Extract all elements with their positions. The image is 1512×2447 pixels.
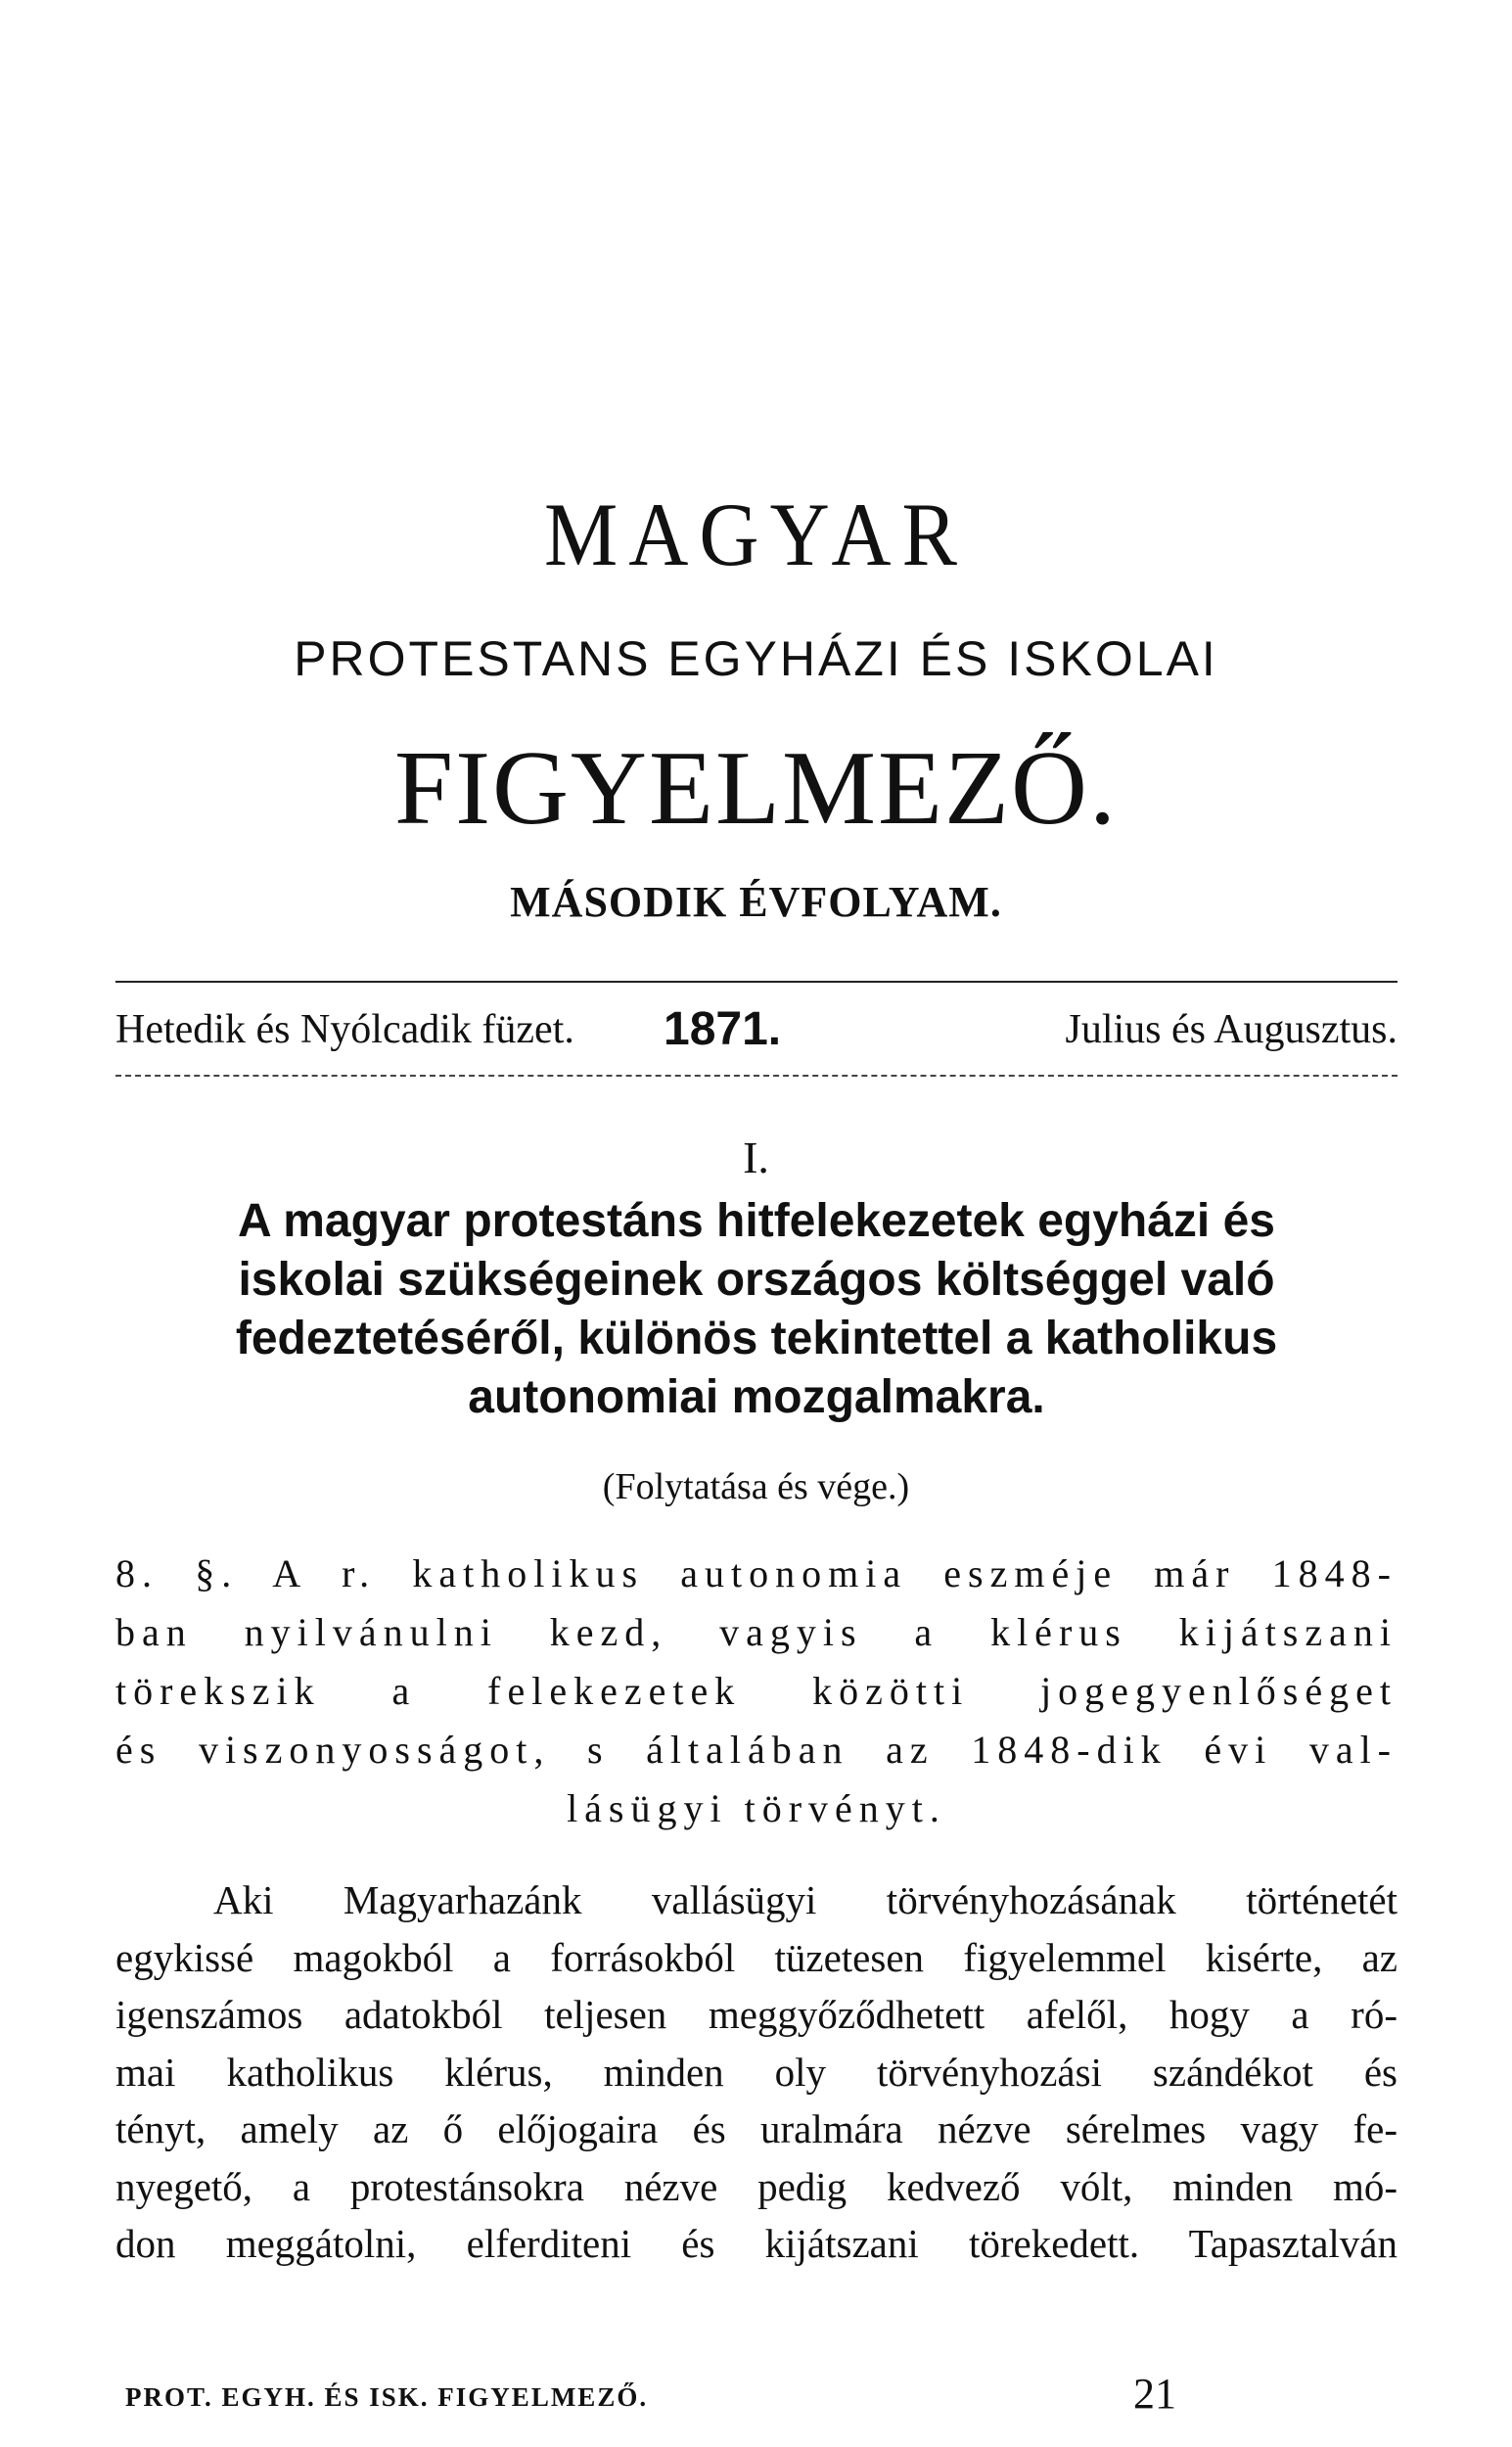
article-title-line: autonomiai mozgalmakra. bbox=[468, 1371, 1045, 1423]
top-rule bbox=[115, 981, 1397, 983]
masthead-volume: MÁSODIK ÉVFOLYAM. bbox=[510, 878, 1002, 926]
body-line: Aki Magyarhazánk vallásügyi törvényhozásának történetét bbox=[213, 1877, 1397, 1922]
masthead-magyar: MAGYAR bbox=[543, 485, 969, 584]
article-title-line: fedeztetéséről, különös tekintettel a katholikus bbox=[235, 1313, 1278, 1364]
issue-months: Julius és Augusztus. bbox=[1065, 1007, 1397, 1052]
body-line: egykissé magokból a forrásokból tüzetesen figyelemmel kisérte, az bbox=[115, 1934, 1397, 1980]
article-title bbox=[115, 1192, 1397, 1427]
footer-journal-name: PROT. EGYH. ÉS ISK. FIGYELMEZŐ. bbox=[125, 2382, 649, 2412]
issue-line bbox=[115, 1000, 1397, 1059]
thesis-line: törekszik a felekezetek közötti jogegyenlőséget bbox=[115, 1669, 1397, 1713]
bottom-rule bbox=[115, 1075, 1397, 1077]
body-line: tényt, amely az ő előjogaira és uralmára nézve sérelmes vagy fe- bbox=[115, 2106, 1397, 2151]
page-footer bbox=[125, 2369, 1202, 2418]
issue-year: 1871. bbox=[664, 1003, 782, 1055]
masthead-title: FIGYELMEZŐ. bbox=[394, 730, 1118, 847]
section-number: I. bbox=[743, 1132, 769, 1182]
issue-number: Hetedik és Nyólcadik füzet. bbox=[115, 1007, 574, 1052]
masthead-subtitle: PROTESTANS EGYHÁZI ÉS ISKOLAI bbox=[294, 631, 1218, 686]
thesis-line: ban nyilvánulni kezd, vagyis a klérus kijátszani bbox=[115, 1610, 1397, 1654]
article-title-line: iskolai szükségeinek országos költséggel való bbox=[238, 1254, 1275, 1306]
body-paragraph bbox=[115, 1871, 1397, 2273]
body-line: mai katholikus klérus, minden oly törvényhozási szándékot és bbox=[115, 2049, 1397, 2095]
page-number: 21 bbox=[1133, 2370, 1176, 2418]
thesis-line: és viszonyosságot, s általában az 1848-dik évi val- bbox=[115, 1728, 1397, 1772]
continuation-note: (Folytatása és vége.) bbox=[602, 1466, 910, 1507]
section-thesis bbox=[115, 1545, 1397, 1838]
thesis-line: 8. §. A r. katholikus autonomia eszméje már 1848- bbox=[115, 1551, 1397, 1595]
body-line: nyegető, a protestánsokra nézve pedig kedvező vólt, minden mó- bbox=[115, 2163, 1397, 2209]
body-line: igenszámos adatokból teljesen meggyőződhetett afelől, hogy a ró- bbox=[115, 1992, 1397, 2037]
article-title-line: A magyar protestáns hitfelekezetek egyházi és bbox=[238, 1195, 1275, 1247]
body-line: don meggátolni, elferditeni és kijátszani törekedett. Tapasztalván bbox=[115, 2221, 1397, 2266]
thesis-line: lásügyi törvényt. bbox=[567, 1786, 946, 1830]
